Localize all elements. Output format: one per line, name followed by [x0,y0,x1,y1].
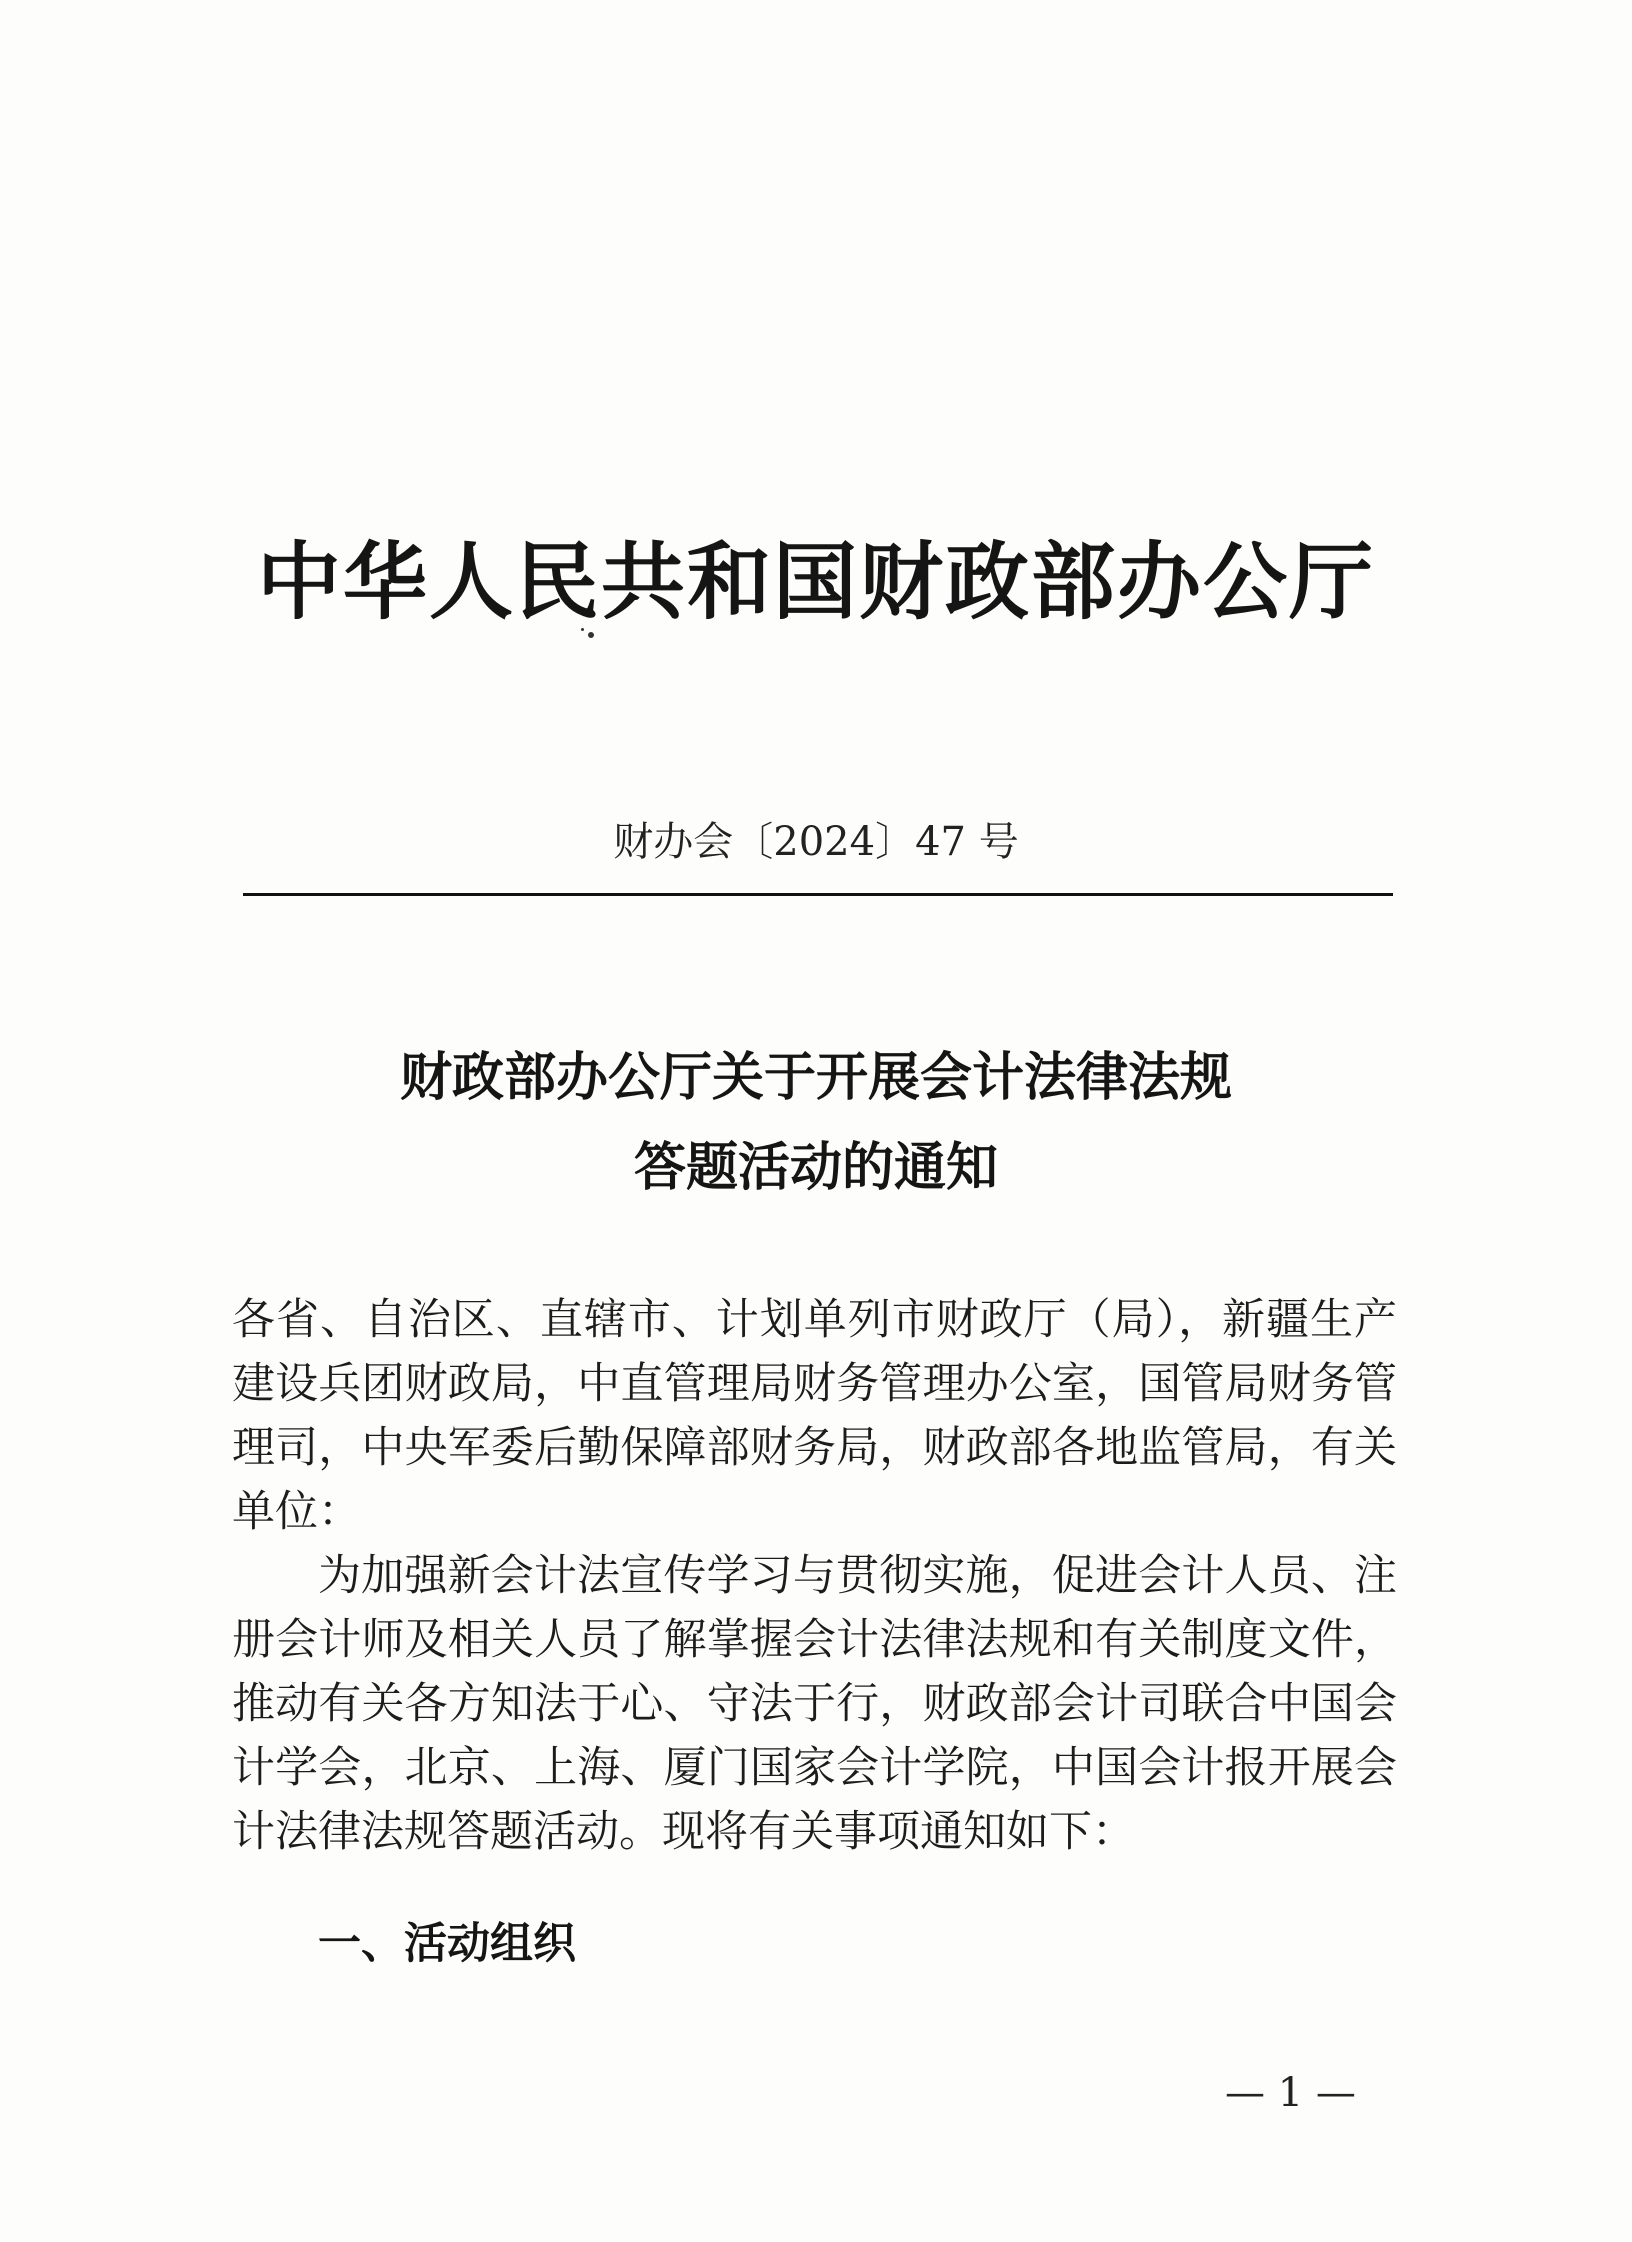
issuing-office-header: 中华人民共和国财政部办公厅 [256,532,1375,631]
document-body [232,1288,1397,1864]
document-number: 财办会〔2024〕47 号 [613,819,1019,865]
page-number: — 1 — [1225,2070,1356,2116]
recipients-paragraph: 各省、自治区、直辖市、计划单列市财政厅（局），新疆生产建设兵团财政局，中直管理局财务管理办公室，国管局财务管理司，中央军委后勤保障部财务局，财政部各地监管局，有关单位： [232,1295,1397,1537]
header-divider [243,893,1393,896]
document-title-line-1: 财政部办公厅关于开展会计法律法规 [399,1048,1232,1108]
section-heading-1: 一、活动组织 [318,1919,576,1969]
document-title-line-2: 答题活动的通知 [633,1138,998,1198]
body-paragraph-1: 为加强新会计法宣传学习与贯彻实施，促进会计人员、注册会计师及相关人员了解掌握会计法律法规和有关制度文件，推动有关各方知法于心、守法于行，财政部会计司联合中国会计学会，北京、上海、厦门国家会计学院，中国会计报开展会计法律法规答题活动。现将有关事项通知如下： [232,1551,1397,1857]
